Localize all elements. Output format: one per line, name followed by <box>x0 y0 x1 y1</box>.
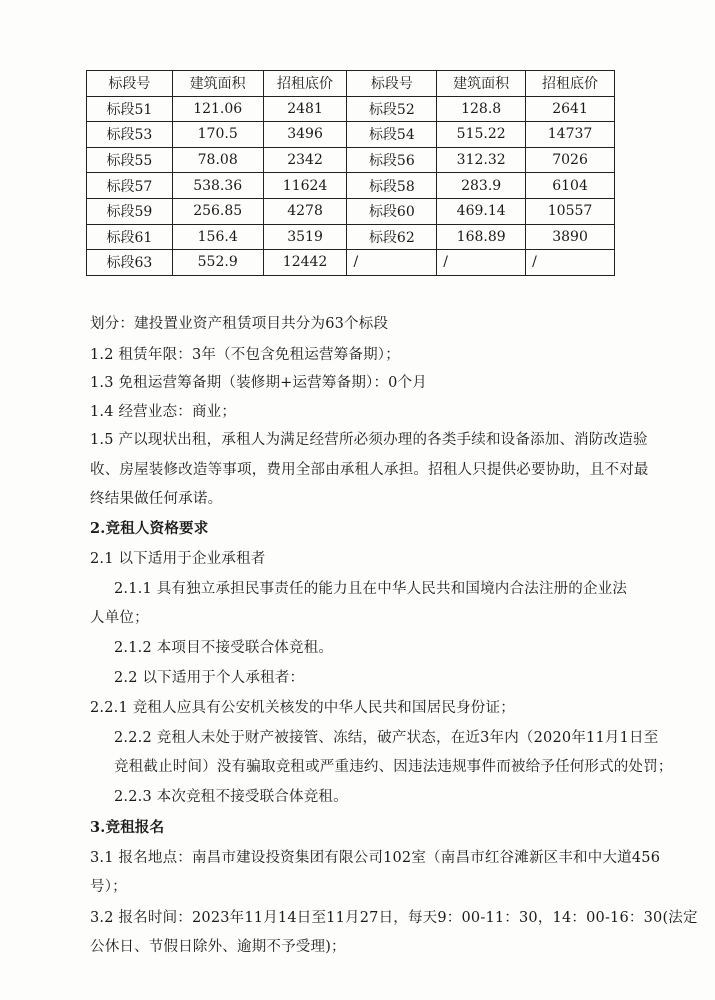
table-cell: 3890 <box>526 224 615 250</box>
table-cell: 168.89 <box>437 224 526 250</box>
table-row <box>87 122 615 148</box>
table-cell: 170.5 <box>172 122 263 148</box>
table-cell: 2342 <box>263 147 347 173</box>
table-header-row <box>87 71 615 97</box>
table-cell: 7026 <box>526 147 615 173</box>
table-cell: / <box>437 250 526 276</box>
text-line: 1.3 免租运营筹备期（装修期+运营筹备期）：0个月 <box>90 375 427 391</box>
table-cell: 78.08 <box>172 147 263 173</box>
table-cell: 标段号 <box>347 71 437 97</box>
text-line: 终结果做任何承诺。 <box>90 491 223 507</box>
table-row <box>87 198 615 224</box>
table-cell: 469.14 <box>437 198 526 224</box>
text-line: 划分：建投置业资产租赁项目共分为63个标段 <box>90 316 389 332</box>
text-line: 1.5 产以现状出租，承租人为满足经营所必须办理的各类手续和设备添加、消防改造验 <box>90 432 648 448</box>
table-row <box>87 96 615 122</box>
table-cell: 10557 <box>526 198 615 224</box>
table-cell: 312.32 <box>437 147 526 173</box>
section-heading: 3.竞租报名 <box>90 819 165 836</box>
table-cell: 156.4 <box>172 224 263 250</box>
text-line: 1.4 经营业态：商业； <box>90 404 237 420</box>
table-row <box>87 173 615 199</box>
table-cell: 128.8 <box>437 96 526 122</box>
table-cell: 3519 <box>263 224 347 250</box>
table-row <box>87 147 615 173</box>
table-cell: 14737 <box>526 122 615 148</box>
table-row <box>87 224 615 250</box>
table-cell: 标段号 <box>87 71 173 97</box>
table-cell: 256.85 <box>172 198 263 224</box>
lot-table <box>86 70 615 276</box>
table-cell: 标段63 <box>87 250 173 276</box>
table-cell: 标段60 <box>347 198 437 224</box>
table-cell: 招租底价 <box>263 71 347 97</box>
table-cell: 4278 <box>263 198 347 224</box>
text-line: 人单位； <box>90 610 149 626</box>
table-cell: 2481 <box>263 96 347 122</box>
table-cell: 515.22 <box>437 122 526 148</box>
table-cell: 标段55 <box>87 147 173 173</box>
table-cell: 招租底价 <box>526 71 615 97</box>
text-line: 2.2.2 竞租人未处于财产被接管、冻结，破产状态，在近3年内（2020年11月1日至 <box>114 730 659 746</box>
text-line: 2.2.1 竞租人应具有公安机关核发的中华人民共和国居民身份证； <box>90 700 515 716</box>
text-line: 收、房屋装修改造等事项，费用全部由承租人承担。招租人只提供必要协助，且不对最 <box>90 462 649 478</box>
text-line: 竞租截止时间）没有骗取竞租或严重违约、因违法违规事件而被给予任何形式的处罚； <box>114 759 673 775</box>
text-line: 3.1 报名地点：南昌市建设投资集团有限公司102室（南昌市红谷滩新区丰和中大道456 <box>90 850 661 866</box>
table-cell: 标段56 <box>347 147 437 173</box>
table-row <box>87 250 615 276</box>
text-line: 2.2 以下适用于个人承租者： <box>114 670 305 686</box>
text-line: 2.1.1 具有独立承担民事责任的能力且在中华人民共和国境内合法注册的企业法 <box>114 581 628 597</box>
table-cell: 建筑面积 <box>172 71 263 97</box>
table-cell: 建筑面积 <box>437 71 526 97</box>
table-cell: 3496 <box>263 122 347 148</box>
text-line: 1.2 租赁年限：3年（不包含免租运营筹备期）； <box>90 347 400 363</box>
table-cell: 标段51 <box>87 96 173 122</box>
table-cell: / <box>347 250 437 276</box>
text-line: 3.2 报名时间：2023年11月14日至11月27日，每天9：00-11：30，14：00-16：30(法定 <box>90 910 698 926</box>
table-cell: 538.36 <box>172 173 263 199</box>
table-cell: 标段59 <box>87 198 173 224</box>
table-cell: 121.06 <box>172 96 263 122</box>
table-cell: 标段61 <box>87 224 173 250</box>
table-cell: 标段57 <box>87 173 173 199</box>
table-cell: / <box>526 250 615 276</box>
section-heading: 2.竞租人资格要求 <box>90 520 209 537</box>
text-line: 2.1 以下适用于企业承租者 <box>90 551 266 567</box>
table-cell: 标段54 <box>347 122 437 148</box>
table-cell: 标段53 <box>87 122 173 148</box>
text-line: 2.2.3 本次竞租不接受联合体竞租。 <box>114 789 348 805</box>
table-cell: 283.9 <box>437 173 526 199</box>
table-cell: 标段58 <box>347 173 437 199</box>
table-cell: 12442 <box>263 250 347 276</box>
table-cell: 标段52 <box>347 96 437 122</box>
table-cell: 552.9 <box>172 250 263 276</box>
text-line: 2.1.2 本项目不接受联合体竞租。 <box>114 640 334 656</box>
table-cell: 6104 <box>526 173 615 199</box>
table-cell: 11624 <box>263 173 347 199</box>
text-line: 号）； <box>90 879 127 895</box>
text-line: 公休日、节假日除外、逾期不予受理)； <box>90 939 346 955</box>
table-cell: 标段62 <box>347 224 437 250</box>
table-cell: 2641 <box>526 96 615 122</box>
